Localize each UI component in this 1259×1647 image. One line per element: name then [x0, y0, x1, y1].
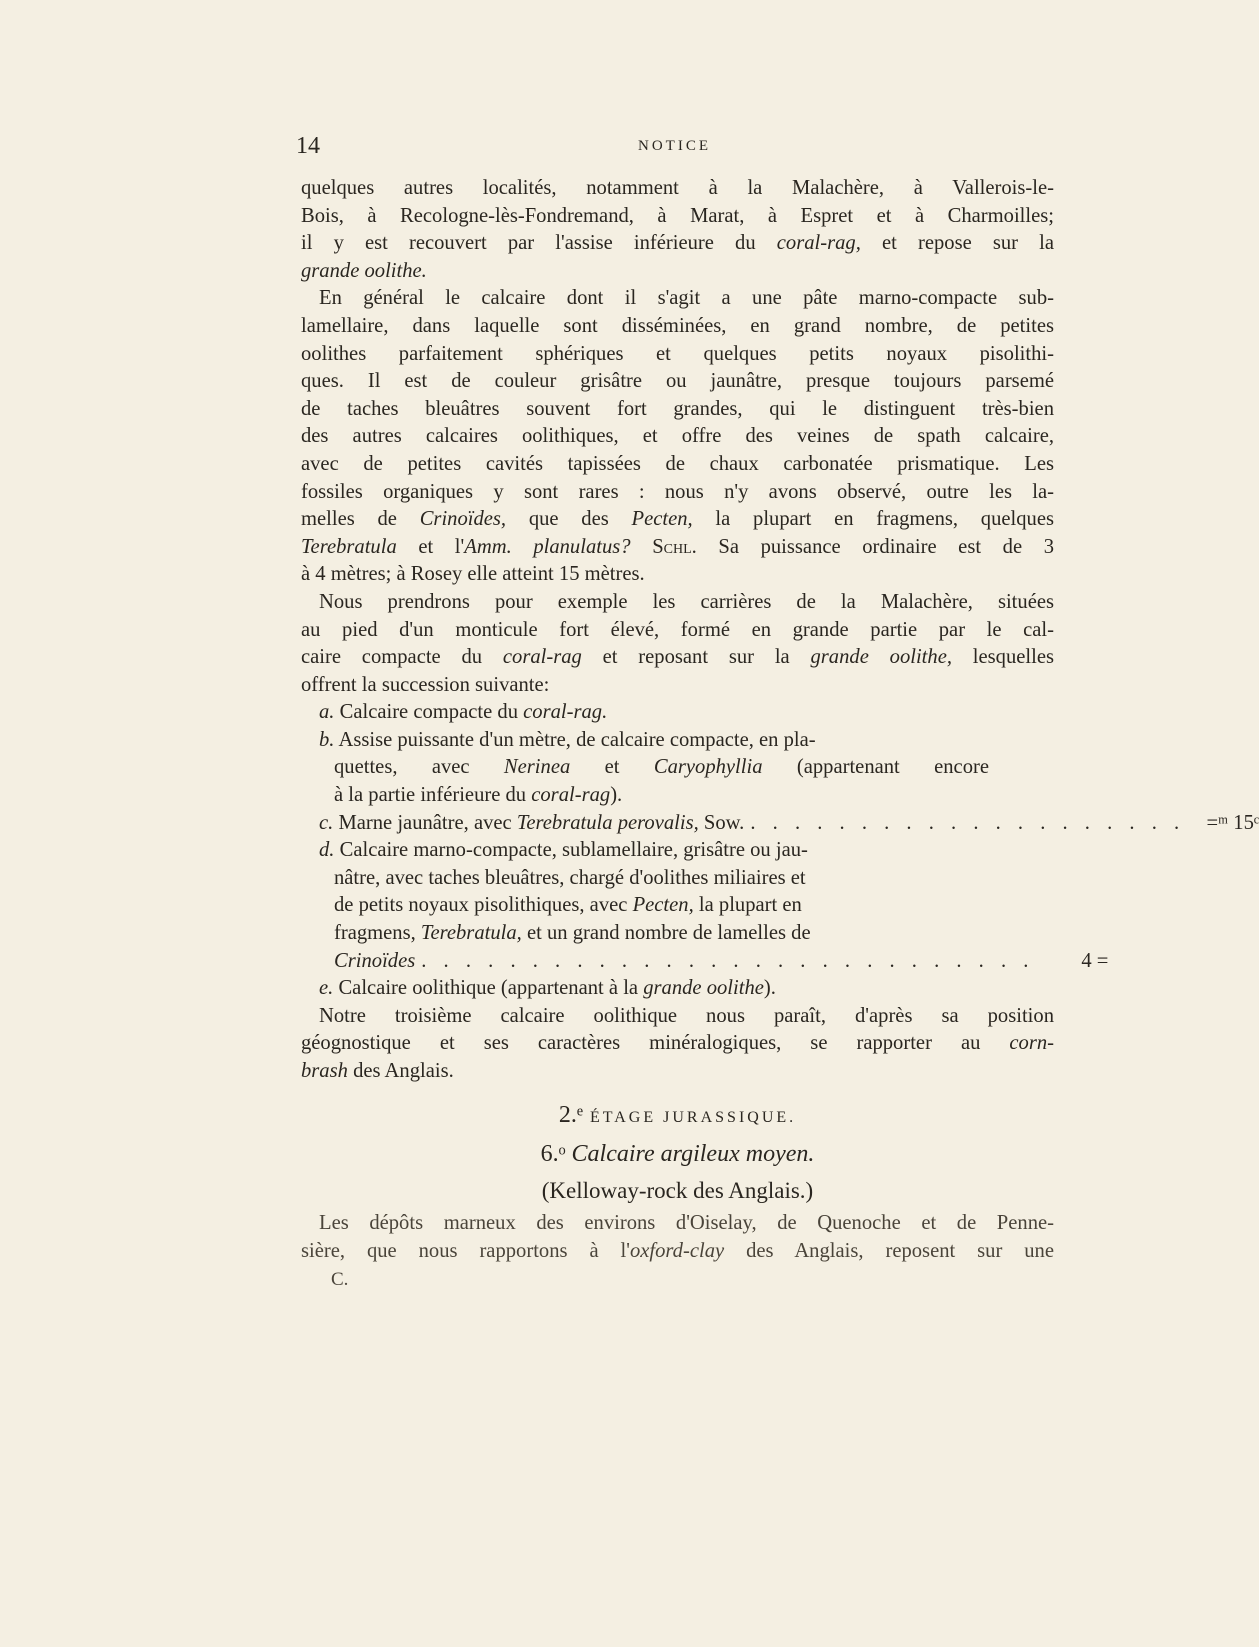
text-line: au pied d'un monticule fort élevé, formé en grande partie par le cal-: [301, 618, 1054, 641]
list-item-c: c. Marne jaunâtre, avec Terebratula perovalis, Sow. . . . . . . . . . . . . . . . . . . . . =ᵐ 15ᶜ: [301, 810, 1054, 838]
text-line: il y est recouvert par l'assise inférieure du coral-rag, et repose sur la: [301, 232, 1054, 255]
text-line: fossiles organiques y sont rares : nous n'y avons observé, outre les la-: [301, 480, 1054, 503]
text-line: Bois, à Recologne-lès-Fondremand, à Marat, à Espret et à Charmoilles;: [301, 204, 1054, 227]
text-line: En général le calcaire dont il s'agit a une pâte marno-compacte sub-: [319, 287, 1054, 310]
text-line: sière, que nous rapportons à l'oxford-clay des Anglais, reposent sur une: [301, 1239, 1054, 1262]
paragraph-5: [301, 1210, 1054, 1265]
text-line: géognostique et ses caractères minéralogiques, se rapporter au corn-: [301, 1032, 1054, 1055]
page-body: [301, 175, 1259, 1293]
list-item-b: b. Assise puissante d'un mètre, de calcaire compacte, en pla-: [319, 728, 816, 751]
page-header: [296, 133, 1053, 163]
section-heading: 2.ᵉ ÉTAGE JURASSIQUE.: [558, 1101, 797, 1128]
thickness-value: 4 =: [1081, 949, 1109, 972]
paragraph-1: [301, 175, 1054, 285]
text-line: de taches bleuâtres souvent fort grandes, qui le distinguent très-bien: [301, 397, 1054, 420]
running-title: NOTICE: [638, 138, 711, 154]
text-line: nâtre, avec taches bleuâtres, chargé d'oolithes miliaires et: [334, 866, 806, 889]
text-line: ques. Il est de couleur grisâtre ou jaunâtre, presque toujours parsemé: [301, 370, 1054, 393]
text-line: melles de Crinoïdes, que des Pecten, la plupart en fragmens, quelques: [301, 508, 1054, 531]
text-line: des autres calcaires oolithiques, et offre des veines de spath calcaire,: [301, 425, 1054, 448]
text-line: à la partie inférieure du coral-rag).: [334, 784, 623, 807]
leader-dots: . . . . . . . . . . . . . . . . . . . . . . . . . . . .: [421, 949, 1035, 972]
signature-mark: C.: [331, 1268, 349, 1290]
text-line: Les dépôts marneux des environs d'Oiselay, de Quenoche et de Penne-: [319, 1212, 1054, 1235]
subsection-heading: 6.ᵒ Calcaire argileux moyen.: [540, 1141, 815, 1168]
leader-dots: . . . . . . . . . . . . . . . . . . . .: [750, 811, 1186, 834]
text-line: à 4 mètres; à Rosey elle atteint 15 mètres.: [301, 563, 645, 586]
paragraph-2: [301, 285, 1054, 589]
text-line: grande oolithe.: [301, 259, 427, 282]
text-line: Notre troisième calcaire oolithique nous paraît, d'après sa position: [319, 1004, 1054, 1027]
text-line: lamellaire, dans laquelle sont disséminées, en grand nombre, de petites: [301, 314, 1054, 337]
paragraph-4: [301, 1003, 1054, 1086]
text-line: quettes, avec Nerinea et Caryophyllia (appartenant encore: [334, 756, 989, 779]
text-line: de petits noyaux pisolithiques, avec Pecten, la plupart en: [334, 894, 802, 917]
thickness-value: =ᵐ 15ᶜ: [1206, 811, 1259, 834]
text-line: oolithes parfaitement sphériques et quelques petits noyaux pisolithi-: [301, 342, 1054, 365]
text-line: fragmens, Terebratula, et un grand nombre de lamelles de: [334, 922, 811, 945]
text-line: Nous prendrons pour exemple les carrières de la Malachère, situées: [319, 590, 1054, 613]
list-item-a: a. Calcaire compacte du coral-rag.: [319, 701, 608, 724]
text-line: brash des Anglais.: [301, 1060, 454, 1082]
list-item-e: e. Calcaire oolithique (appartenant à la grande oolithe).: [319, 977, 776, 1000]
text-line: caire compacte du coral-rag et reposant sur la grande oolithe, lesquelles: [301, 646, 1055, 669]
text-line: offrent la succession suivante:: [301, 673, 550, 696]
paragraph-3: [301, 589, 1054, 699]
text-line: Crinoïdes . . . . . . . . . . . . . . . . . . . . . . . . . . . . 4 =: [301, 948, 1054, 976]
text-line: avec de petites cavités tapissées de chaux carbonatée prismatique. Les: [301, 452, 1054, 475]
text-line: Terebratula et l'Amm. planulatus? Schl. Sa puissance ordinaire est de 3: [301, 535, 1054, 558]
text-line: quelques autres localités, notamment à la Malachère, à Vallerois-le-: [301, 177, 1054, 199]
stratum-list: [301, 699, 1259, 1003]
page-number: 14: [296, 133, 320, 159]
subsection-subtitle: (Kelloway-rock des Anglais.): [541, 1177, 814, 1203]
list-item-d: d. Calcaire marno-compacte, sublamellaire, grisâtre ou jau-: [319, 839, 808, 862]
